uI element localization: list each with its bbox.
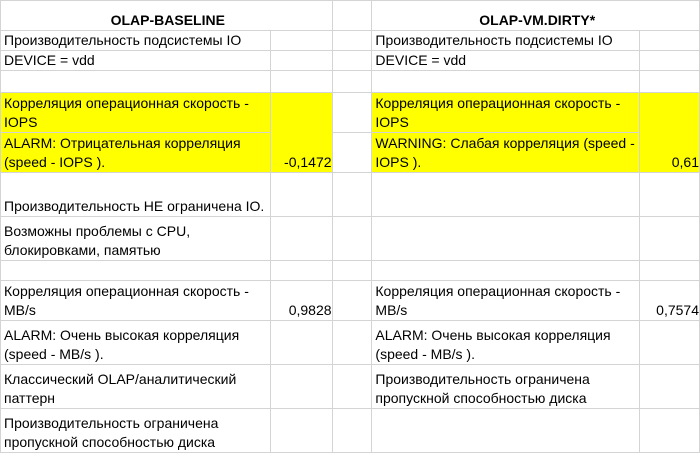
- empty-cell[interactable]: [640, 71, 700, 93]
- limited-bw-text: Производительность ограничена пропускной способностью диска: [4, 415, 219, 450]
- iops-warning-text: WARNING: Слабая корреляция (speed - IOPS ).: [375, 135, 635, 170]
- mbs-corr-label-text: Корреляция операционная скорость - MB/s: [375, 283, 621, 318]
- cell-right-iops-warning[interactable]: [372, 133, 640, 173]
- not-limited-text: Производительность НЕ ограничена IO.: [4, 198, 265, 214]
- cell-left-iops-corr-value[interactable]: -0,1472: [270, 93, 332, 173]
- cell-right-device[interactable]: DEVICE = vdd: [372, 51, 640, 71]
- empty-cell[interactable]: [640, 409, 700, 453]
- empty-cell[interactable]: [332, 365, 372, 409]
- empty-cell[interactable]: [372, 217, 640, 261]
- cell-left-iops-alarm[interactable]: [1, 133, 271, 173]
- empty-cell[interactable]: [332, 71, 372, 93]
- empty-cell[interactable]: [640, 31, 700, 51]
- cell-left-possible-problems[interactable]: [1, 217, 271, 261]
- empty-cell[interactable]: [640, 217, 700, 261]
- empty-cell[interactable]: [332, 31, 372, 51]
- mbs-alarm-text: ALARM: Очень высокая корреляция (speed - MB/s ).: [375, 327, 611, 362]
- empty-cell[interactable]: [640, 321, 700, 365]
- empty-cell[interactable]: [332, 321, 372, 365]
- header-olap-vm-dirty[interactable]: OLAP-VM.DIRTY*: [372, 1, 700, 31]
- mbs-corr-label-text: Корреляция операционная скорость - MB/s: [4, 283, 249, 318]
- cell-right-iops-corr-value[interactable]: 0,61: [640, 93, 700, 173]
- empty-cell[interactable]: [270, 31, 332, 51]
- empty-cell[interactable]: [640, 51, 700, 71]
- empty-cell[interactable]: [270, 71, 332, 93]
- cell-right-mbs-corr-value[interactable]: 0,7574: [640, 281, 700, 321]
- cell-left-mbs-corr-value[interactable]: 0,9828: [270, 281, 332, 321]
- empty-cell[interactable]: [372, 173, 640, 217]
- empty-cell[interactable]: [270, 365, 332, 409]
- empty-cell[interactable]: [332, 1, 372, 31]
- iops-corr-label-text: Корреляция операционная скорость - IOPS: [4, 95, 249, 130]
- cell-left-mbs-alarm[interactable]: [1, 321, 271, 365]
- cell-left-mbs-corr-label[interactable]: [1, 281, 271, 321]
- possible-problems-text: Возможны проблемы с CPU, блокировками, памятью: [4, 223, 191, 258]
- header-olap-baseline[interactable]: OLAP-BASELINE: [1, 1, 333, 31]
- empty-cell[interactable]: [270, 321, 332, 365]
- empty-cell[interactable]: [332, 261, 372, 281]
- empty-cell[interactable]: [270, 51, 332, 71]
- empty-cell[interactable]: [332, 173, 372, 217]
- iops-alarm-text: ALARM: Отрицательная корреляция (speed - IOPS ).: [4, 135, 241, 170]
- empty-cell[interactable]: [270, 173, 332, 217]
- empty-cell[interactable]: [372, 409, 640, 453]
- empty-cell[interactable]: [270, 409, 332, 453]
- cell-left-iops-corr-label[interactable]: [1, 93, 271, 133]
- cell-left-classic[interactable]: [1, 365, 271, 409]
- cell-right-limited-bw[interactable]: [372, 365, 640, 409]
- cell-left-device[interactable]: DEVICE = vdd: [1, 51, 271, 71]
- empty-cell[interactable]: [372, 261, 640, 281]
- empty-cell[interactable]: [332, 217, 372, 261]
- cell-right-iops-corr-label[interactable]: [372, 93, 640, 133]
- mbs-alarm-text: ALARM: Очень высокая корреляция (speed - MB/s ).: [4, 327, 240, 362]
- empty-cell[interactable]: [372, 71, 640, 93]
- empty-cell[interactable]: [270, 217, 332, 261]
- empty-cell[interactable]: [332, 51, 372, 71]
- empty-cell[interactable]: [640, 173, 700, 217]
- cell-left-io-perf[interactable]: Производительность подсистемы IO: [1, 31, 271, 51]
- empty-cell[interactable]: [332, 133, 372, 173]
- empty-cell[interactable]: [640, 365, 700, 409]
- empty-cell[interactable]: [332, 281, 372, 321]
- cell-right-mbs-corr-label[interactable]: [372, 281, 640, 321]
- empty-cell[interactable]: [640, 261, 700, 281]
- iops-corr-label-text: Корреляция операционная скорость - IOPS: [375, 95, 621, 130]
- empty-cell[interactable]: [270, 261, 332, 281]
- empty-cell[interactable]: [1, 261, 271, 281]
- cell-right-io-perf[interactable]: Производительность подсистемы IO: [372, 31, 640, 51]
- empty-cell[interactable]: [332, 93, 372, 133]
- cell-left-limited-bw[interactable]: [1, 409, 271, 453]
- empty-cell[interactable]: [332, 409, 372, 453]
- cell-right-mbs-alarm[interactable]: [372, 321, 640, 365]
- cell-left-not-limited[interactable]: [1, 173, 271, 217]
- classic-text: Классический OLAP/аналитический паттерн: [4, 371, 237, 406]
- empty-cell[interactable]: [1, 71, 271, 93]
- limited-bw-text: Производительность ограничена пропускной способностью диска: [375, 371, 590, 406]
